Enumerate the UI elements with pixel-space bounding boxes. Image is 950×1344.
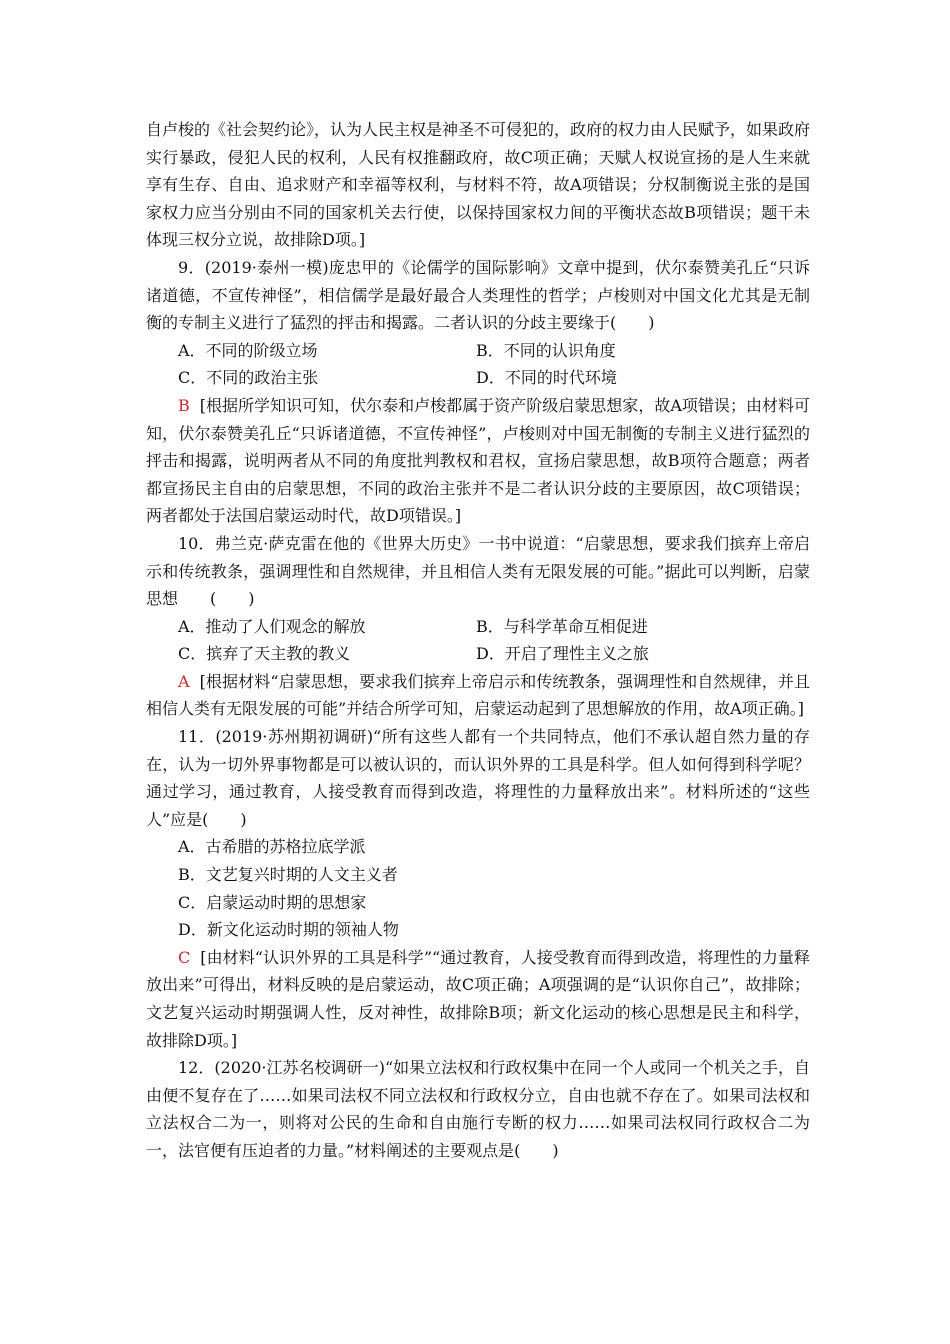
q11-explanation bbox=[146, 944, 810, 1054]
q10-stem: 10．弗兰克·萨克雷在他的《世界大历史》一书中说道：“启蒙思想，要求我们摈弃上帝启示和传统教条，强调理性和自然规律，并且相信人类有无限发展的可能。”据此可以判断，启蒙思想 ( ) bbox=[146, 533, 810, 609]
q10-options-row-1 bbox=[146, 613, 810, 641]
q11-option-a: A．古希腊的苏格拉底学派 bbox=[178, 837, 366, 857]
q11-stem: 11．(2019·苏州期初调研)“所有这些人都有一个共同特点，他们不承认超自然力量的存在，认为一切外界事物都是可以被认识的，而认识外界的工具是科学。但人如何得到科学呢？通过学习，通过教育，人接受教育而得到改造，将理性的力量释放出来”。材料所述的“这些人”应是( ) bbox=[146, 727, 810, 829]
q11-option-c: C．启蒙运动时期的思想家 bbox=[178, 892, 367, 912]
q10-options-row-2 bbox=[146, 640, 810, 668]
q10-option-c: C．摈弃了天主教的教义 bbox=[178, 644, 351, 664]
document-page bbox=[146, 116, 810, 1165]
q9-option-d: D．不同的时代环境 bbox=[476, 368, 617, 388]
q11-answer: C bbox=[178, 947, 191, 967]
q10-explanation bbox=[146, 668, 810, 723]
q11-option-d: D．新文化运动时期的领袖人物 bbox=[178, 920, 399, 940]
q12-stem: 12．(2020·江苏名校调研一)“如果立法权和行政权集中在同一个人或同一个机关之手，自由便不复存在了……如果司法权不同立法权和行政权分立，自由也就不存在了。如果司法权和立法权合二为一，则将对公民的生命和自由施行专断的权力……如果司法权同行政权合二为一，法官便有压迫者的力量。”材料阐述的主要观点是( ) bbox=[146, 1058, 810, 1160]
q10-explanation-text: [根据材料“启蒙思想，要求我们摈弃上帝启示和传统教条，强调理性和自然规律，并且相信人类有无限发展的可能”并结合所学可知，启蒙运动起到了思想解放的作用，故A项正确。] bbox=[146, 671, 810, 719]
q10-answer: A bbox=[178, 671, 190, 691]
q9-explanation-text: [根据所学知识可知，伏尔泰和卢梭都属于资产阶级启蒙思想家，故A项错误；由材料可知，伏尔泰赞美孔丘“只诉诸道德，不宣传神怪”，卢梭则对中国无制衡的专制主义进行猛烈的抨击和揭露，说明两者从不同的角度批判教权和君权，宣扬启蒙思想，故B项符合题意；两者都宣扬民主自由的启蒙思想，不同的政治主张并不是二者认识分歧的主要原因，故C项错误；两者都处于法国启蒙运动时代，故D项错误。] bbox=[146, 395, 810, 526]
q9-options-row-2 bbox=[146, 364, 810, 392]
q11-option-b: B．文艺复兴时期的人文主义者 bbox=[178, 865, 398, 885]
q9-explanation bbox=[146, 392, 810, 530]
q9-option-c: C．不同的政治主张 bbox=[178, 368, 319, 388]
q8-explanation: 自卢梭的《社会契约论》，认为人民主权是神圣不可侵犯的，政府的权力由人民赋予，如果政府实行暴政，侵犯人民的权利，人民有权推翻政府，故C项正确；天赋人权说宣扬的是人生来就享有生存、自由、追求财产和幸福等权利，与材料不符，故A项错误；分权制衡说主张的是国家权力应当分别由不同的国家机关去行使，以保持国家权力间的平衡状态故B项错误；题干未体现三权分立说，故排除D项。] bbox=[146, 120, 811, 250]
q9-answer: B bbox=[178, 395, 190, 415]
q9-options-row-1 bbox=[146, 337, 810, 365]
q9-stem: 9．(2019·泰州一模)庞忠甲的《论儒学的国际影响》文章中提到，伏尔泰赞美孔丘“只诉诸道德，不宣传神怪”，相信儒学是最好最合人类理性的哲学；卢梭则对中国文化尤其是无制衡的专制主义进行了猛烈的抨击和揭露。二者认识的分歧主要缘于( ) bbox=[146, 257, 810, 333]
q9-option-a: A．不同的阶级立场 bbox=[178, 340, 318, 360]
q9-option-b: B．不同的认识角度 bbox=[476, 340, 616, 360]
q11-explanation-text: [由材料“认识外界的工具是科学”“通过教育，人接受教育而得到改造，将理性的力量释放出来”可得出，材料反映的是启蒙运动，故C项正确；A项强调的是“认识你自己”，故排除；文艺复兴运动时期强调人性，反对神性，故排除B项；新文化运动的核心思想是民主和科学，故排除D项。] bbox=[146, 947, 810, 1050]
q10-option-a: A．推动了人们观念的解放 bbox=[178, 616, 366, 636]
q10-option-b: B．与科学革命互相促进 bbox=[476, 616, 648, 636]
q10-option-d: D．开启了理性主义之旅 bbox=[476, 644, 649, 664]
